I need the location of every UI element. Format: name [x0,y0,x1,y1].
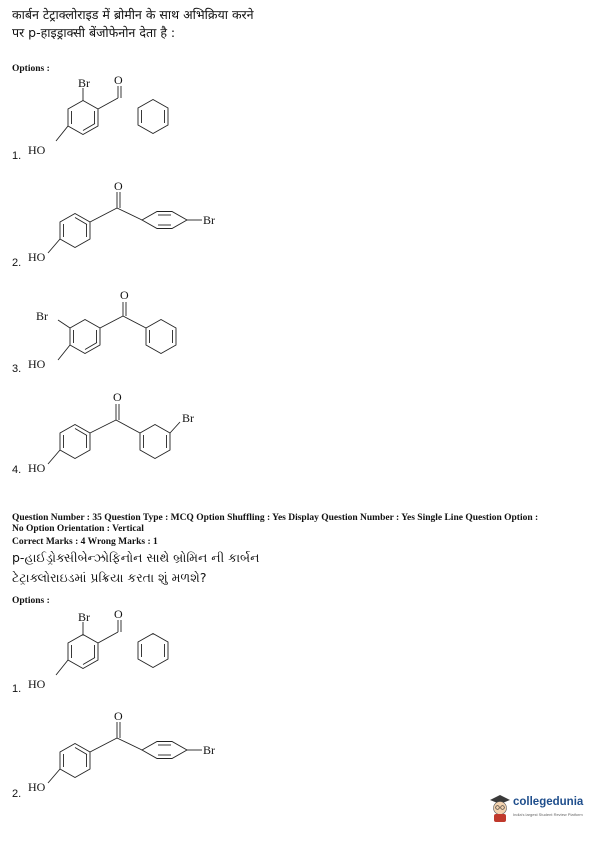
option-2-ho: HO [28,250,46,264]
option-4-br: Br [182,411,194,425]
option-3-number: 3. [12,363,22,375]
logo-name: collegedunia [513,796,584,808]
question-gujarati-line-1: p-હાઈડ્રોક્સીબેન્ઝોફિનોન સાથે બ્રોમિન ની કાર્બન [12,550,260,565]
option-2-oxygen: O [114,179,123,193]
question-meta-line-3: Correct Marks : 4 Wrong Marks : 1 [12,537,158,547]
option-3-oxygen: O [120,288,129,302]
option-2-number: 2. [12,257,22,269]
option-b2-2-br: Br [203,743,215,757]
option-3-br: Br [36,309,48,323]
question-text-gujarati [12,548,572,588]
option-4-oxygen: O [113,390,122,404]
student-mascot-icon [488,793,512,823]
option-1-br: Br [78,76,90,90]
option-4-structure [20,390,220,480]
option-b2-2-oxygen: O [114,709,123,723]
options-label-2: Options : [12,596,50,606]
option-3-structure [20,288,210,378]
option-2-br: Br [203,213,215,227]
option-b2-2-number: 2. [12,788,22,800]
option-b2-2-ho: HO [28,780,46,794]
option-2-structure [20,180,230,270]
option-4-ho: HO [28,461,46,475]
option-b2-2-structure [20,710,230,800]
option-1-structure [20,73,200,166]
option-b2-1-number: 1. [12,683,22,695]
option-3-ho: HO [28,357,46,371]
option-b2-1-oxygen: O [114,607,123,621]
question-text-hindi [12,6,572,42]
logo-tagline: India's largest Student Review Platform [513,812,583,817]
option-b2-1-structure [20,607,200,700]
option-1-ho: HO [28,143,46,157]
collegedunia-logo [488,793,592,827]
question-meta [12,513,587,548]
option-b2-1-br: Br [78,610,90,624]
question-meta-line-2: No Option Orientation : Vertical [12,523,144,534]
option-4-number: 4. [12,464,22,476]
option-1-oxygen: O [114,73,123,87]
question-hindi-line-2: पर p-हाइड्राक्सी बेंजोफेनोन देता है : [12,25,176,40]
options-label: Options : [12,64,50,74]
question-hindi-line-1: कार्बन टेट्राक्लोराइड में ब्रोमीन के साथ अभिक्रिया करने [12,7,254,22]
option-1-number: 1. [12,150,22,162]
question-meta-line-1: Question Number : 35 Question Type : MCQ Option Shuffling : Yes Display Question Number : Yes Single Line Question Option : [12,513,539,523]
option-b2-1-ho: HO [28,677,46,691]
question-gujarati-line-2: ટેટ્રાક્લોરાઇડમાં પ્રક્રિયા કરતા શું મળશે? [12,570,207,585]
